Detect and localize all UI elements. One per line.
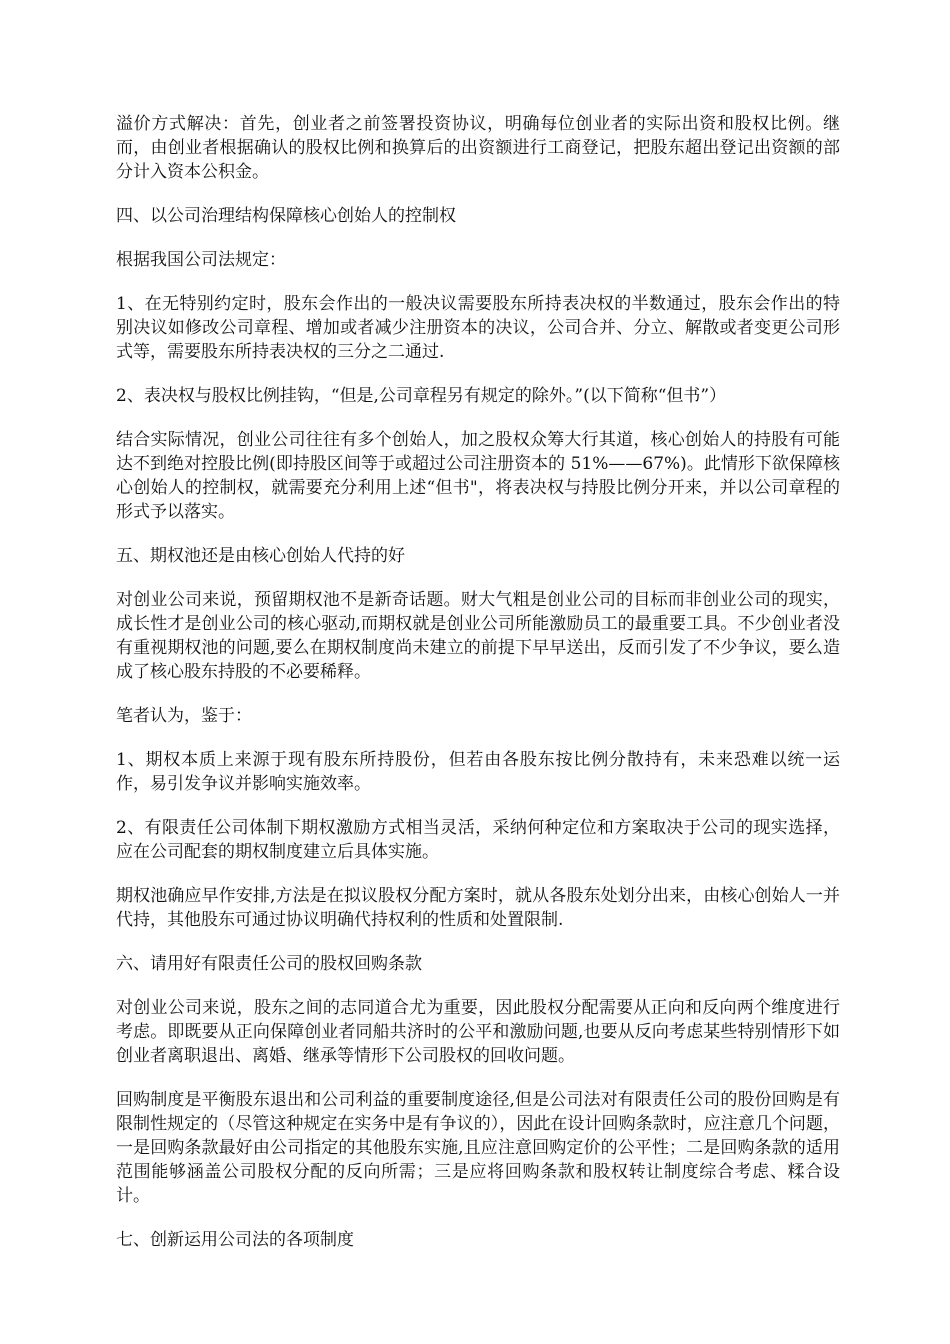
paragraph: 2、有限责任公司体制下期权激励方式相当灵活，采纳何种定位和方案取决于公司的现实选择，应在公司配套的期权制度建立后具体实施。 [116,818,840,862]
paragraph: 1、在无特别约定时，股东会作出的一般决议需要股东所持表决权的半数通过，股东会作出的特别决议如修改公司章程、增加或者减少注册资本的决议，公司合并、分立、解散或者变更公司形式等，需要股东所持表决权的三分之二通过. [116,294,840,362]
section-heading: 七、创新运用公司法的各项制度 [116,1230,354,1250]
paragraph: 对创业公司来说，预留期权池不是新奇话题。财大气粗是创业公司的目标而非创业公司的现实，成长性才是创业公司的核心驱动,而期权就是创业公司所能激励员工的最重要工具。不少创业者没有重视期权池的问题,要么在期权制度尚未建立的前提下早早送出，反而引发了不少争议，要么造成了核心股东持股的不必要稀释。 [116,590,840,682]
paragraph: 期权池确应早作安排,方法是在拟议股权分配方案时，就从各股东处划分出来，由核心创始人一并代持，其他股东可通过协议明确代持权利的性质和处置限制. [116,886,840,930]
paragraph: 对创业公司来说，股东之间的志同道合尤为重要，因此股权分配需要从正向和反向两个维度进行考虑。即既要从正向保障创业者同船共济时的公平和激励问题,也要从反向考虑某些特别情形下如创业者离职退出、离婚、继承等情形下公司股权的回收问题。 [116,998,840,1066]
section-heading: 四、以公司治理结构保障核心创始人的控制权 [116,206,456,226]
paragraph: 2、表决权与股权比例挂钩，“但是,公司章程另有规定的除外。”(以下简称“但书”） [116,386,727,406]
section-heading: 六、请用好有限责任公司的股权回购条款 [116,954,422,974]
section-heading: 五、期权池还是由核心创始人代持的好 [116,546,405,566]
paragraph: 回购制度是平衡股东退出和公司利益的重要制度途径,但是公司法对有限责任公司的股份回购是有限制性规定的（尽管这种规定在实务中是有争议的），因此在设计回购条款时，应注意几个问题，一是回购条款最好由公司指定的其他股东实施,且应注意回购定价的公平性；二是回购条款的适用范围能够涵盖公司股权分配的反向所需；三是应将回购条款和股权转让制度综合考虑、糅合设计。 [116,1090,840,1206]
paragraph: 结合实际情况，创业公司往往有多个创始人，加之股权众筹大行其道，核心创始人的持股有可能达不到绝对控股比例(即持股区间等于或超过公司注册资本的 51%——67%)。此情形下欲保障核心创始人的控制权，就需要充分利用上述“但书"，将表决权与持股比例分开来，并以公司章程的形式予以落实。 [116,430,840,522]
document-body [116,112,840,1272]
paragraph: 溢价方式解决：首先，创业者之前签署投资协议，明确每位创业者的实际出资和股权比例。继而，由创业者根据确认的股权比例和换算后的出资额进行工商登记，把股东超出登记出资额的部分计入资本公积金。 [116,114,840,182]
paragraph: 根据我国公司法规定： [116,250,286,270]
paragraph: 笔者认为，鉴于： [116,706,252,726]
paragraph: 1、期权本质上来源于现有股东所持股份，但若由各股东按比例分散持有，未来恐难以统一运作，易引发争议并影响实施效率。 [116,750,840,794]
